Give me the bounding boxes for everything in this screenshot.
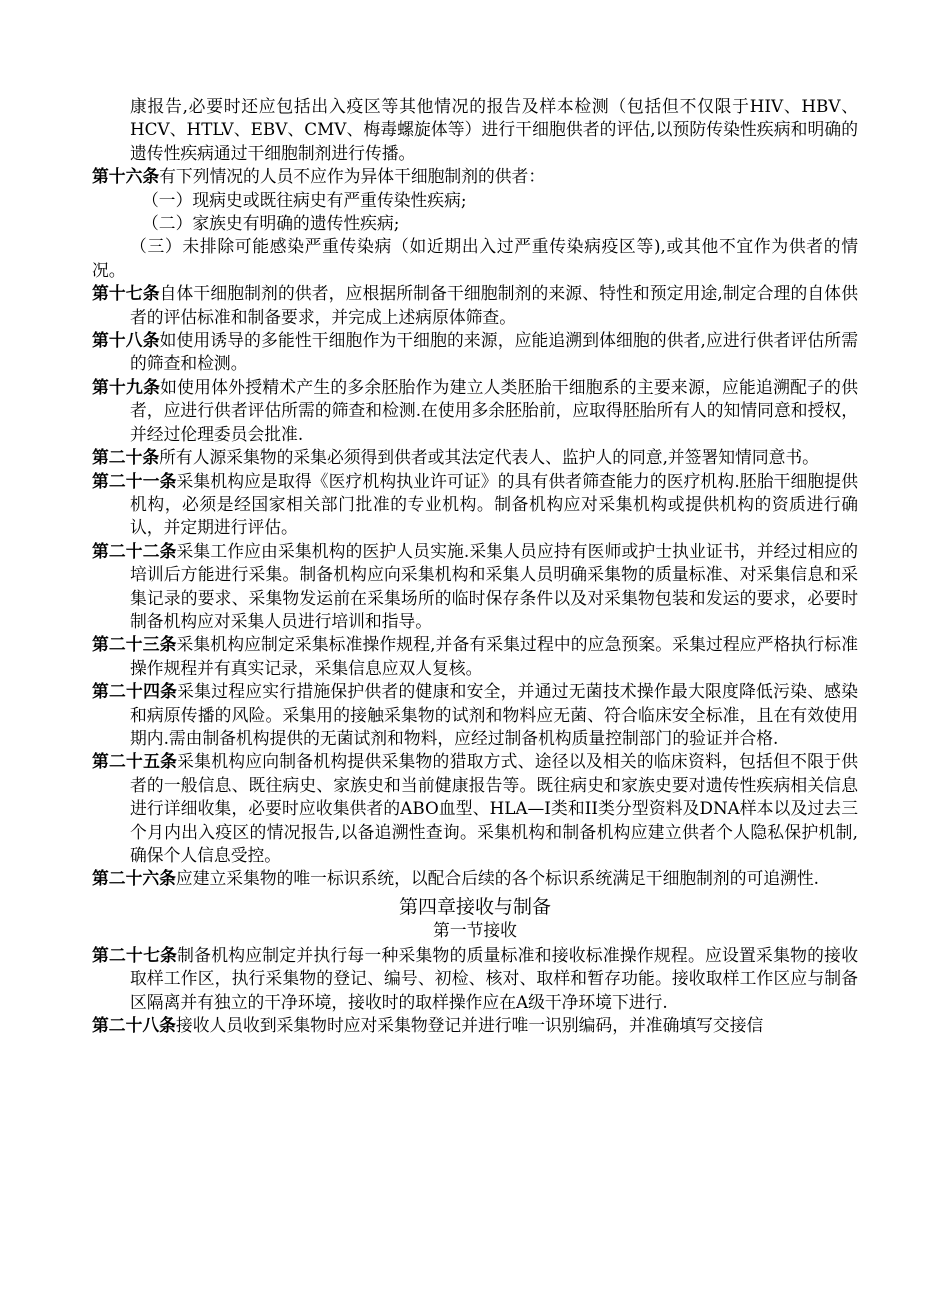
article-22-text: 采集工作应由采集机构的医护人员实施.采集人员应持有医师或护士执业证书，并经过相应的培训后方能进行采集。制备机构应向采集机构和采集人员明确采集物的质量标准、对采集信息和采集记录的要求、采集物发运前在采集场所的临时保存条件以及对采集物包装和发运的要求，必要时制备机构应对采集人员进行培训和指导。 <box>130 540 858 631</box>
article-20 <box>92 446 858 469</box>
article-25-text: 采集机构应向制备机构提供采集物的猎取方式、途径以及相关的临床资料，包括但不限于供者的一般信息、既往病史、家族史和当前健康报告等。既往病史和家族史要对遗传性疾病相关信息进行详细收集，必要时应收集供者的ABO血型、HLA—I类和II类分型资料及DNA样本以及过去三个月内出入疫区的情况报告,以备追溯性查询。采集机构和制备机构应建立供者个人隐私保护机制,确保个人信息受控。 <box>130 751 858 865</box>
article-27-label: 第二十七条 <box>92 944 178 965</box>
article-20-text: 所有人源采集物的采集必须得到供者或其法定代表人、监护人的同意,并签署知情同意书。 <box>159 447 819 468</box>
article-25-label: 第二十五条 <box>92 751 178 772</box>
article-18-text: 如使用诱导的多能性干细胞作为干细胞的来源，应能追溯到体细胞的供者,应进行供者评估所需的筛查和检测。 <box>130 330 858 374</box>
article-27-text: 制备机构应制定并执行每一种采集物的质量标准和接收标准操作规程。应设置采集物的接收取样工作区，执行采集物的登记、编号、初检、核对、取样和暂存功能。接收取样工作区应与制备区隔离并有独立的干净环境，接收时的取样操作应在A级干净环境下进行. <box>130 944 858 1012</box>
article-23 <box>92 633 858 680</box>
article-21-label: 第二十一条 <box>92 470 177 491</box>
intro-paragraph: 康报告,必要时还应包括出入疫区等其他情况的报告及样本检测（包括但不仅限于HIV、HBV、HCV、HTLV、EBV、CMV、梅毒螺旋体等）进行干细胞供者的评估,以预防传染性疾病和明确的遗传性疾病通过干细胞制剂进行传播。 <box>130 96 858 163</box>
document-page <box>92 95 858 1037</box>
article-26 <box>92 867 858 890</box>
article-19 <box>92 376 858 446</box>
article-16 <box>92 165 858 188</box>
article-23-label: 第二十三条 <box>92 634 177 655</box>
article-22 <box>92 540 858 634</box>
section-title: 第一节接收 <box>433 919 517 940</box>
article-26-label: 第二十六条 <box>92 868 176 889</box>
article-24-label: 第二十四条 <box>92 681 178 702</box>
article-19-text: 如使用体外授精术产生的多余胚胎作为建立人类胚胎干细胞系的主要来源，应能追溯配子的供者，应进行供者评估所需的筛查和检测.在使用多余胚胎前，应取得胚胎所有人的知情同意和授权，并经过伦理委员会批准. <box>130 376 858 444</box>
article-24-text: 采集过程应实行措施保护供者的健康和安全，并通过无菌技术操作最大限度降低污染、感染和病原传播的风险。采集用的接触采集物的试剂和物料应无菌、符合临床安全标准，且在有效使用期内.需由制备机构提供的无菌试剂和物料，应经过制备机构质量控制部门的验证并合格. <box>130 681 858 748</box>
article-16-item-3: （三）未排除可能感染严重传染病（如近期出入过严重传染病疫区等),或其他不宜作为供者的情况。 <box>92 236 858 280</box>
article-28-label: 第二十八条 <box>92 1015 176 1036</box>
article-18-label: 第十八条 <box>92 330 160 351</box>
article-22-label: 第二十二条 <box>92 540 177 561</box>
article-28 <box>92 1014 858 1037</box>
article-18 <box>92 329 858 376</box>
article-17-label: 第十七条 <box>92 283 160 304</box>
article-17-text: 自体干细胞制剂的供者，应根据所制备干细胞制剂的来源、特性和预定用途,制定合理的自体供者的评估标准和制备要求，并完成上述病原体筛查。 <box>130 283 858 327</box>
article-27 <box>92 944 858 1014</box>
article-16-item-1: （一）现病史或既往病史有严重传染性疾病; <box>142 189 467 210</box>
article-28-text: 接收人员收到采集物时应对采集物登记并进行唯一识别编码，并准确填写交接信 <box>175 1015 764 1036</box>
article-23-text: 采集机构应制定采集标准操作规程,并备有采集过程中的应急预案。采集过程应严格执行标准操作规程并有真实记录，采集信息应双人复核。 <box>130 634 858 678</box>
article-16-text: 有下列情况的人员不应作为异体干细胞制剂的供者： <box>159 166 546 187</box>
article-26-text: 应建立采集物的唯一标识系统，以配合后续的各个标识系统满足干细胞制剂的可追溯性. <box>175 868 819 889</box>
article-16-label: 第十六条 <box>92 166 160 187</box>
article-24 <box>92 680 858 750</box>
chapter-title: 第四章接收与制备 <box>398 895 551 918</box>
article-19-label: 第十九条 <box>92 376 161 397</box>
article-21-text: 采集机构应是取得《医疗机构执业许可证》的具有供者筛查能力的医疗机构.胚胎干细胞提供机构，必须是经国家相关部门批准的专业机构。制备机构应对采集机构或提供机构的资质进行确认，并定期进行评估。 <box>130 470 858 538</box>
article-20-label: 第二十条 <box>92 447 160 468</box>
article-17 <box>92 282 858 329</box>
article-21 <box>92 470 858 540</box>
article-25 <box>92 750 858 867</box>
article-16-item-2: （二）家族史有明确的遗传性疾病; <box>142 213 400 234</box>
